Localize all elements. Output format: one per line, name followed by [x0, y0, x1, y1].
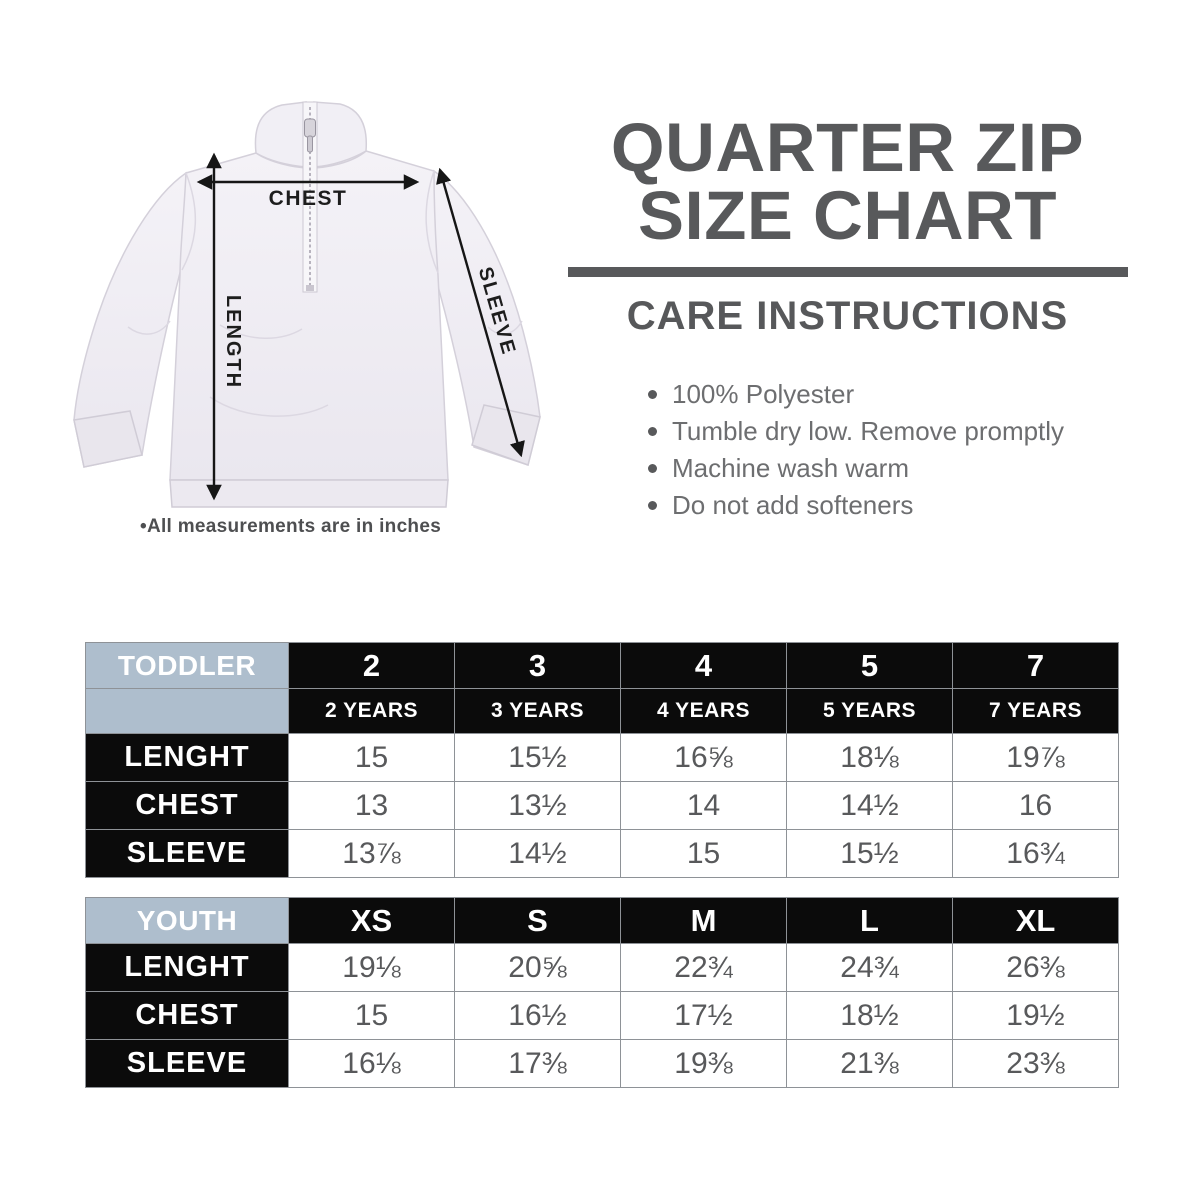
care-heading: CARE INSTRUCTIONS	[626, 294, 1069, 338]
value-cell: 22¾	[621, 944, 787, 992]
size-header-cell: XL	[953, 898, 1119, 944]
size-subheader-cell: 3 YEARS	[455, 689, 621, 734]
value-cell: 13⅞	[289, 830, 455, 878]
value-cell: 16½	[455, 992, 621, 1040]
measurement-note: •All measurements are in inches	[140, 516, 442, 537]
collar-left	[255, 102, 306, 167]
group-label-cell: TODDLER	[86, 643, 289, 689]
value-cell: 18⅛	[787, 734, 953, 782]
value-cell: 19⅞	[953, 734, 1119, 782]
size-header-cell: M	[621, 898, 787, 944]
care-item: Tumble dry low. Remove promptly	[646, 413, 1064, 450]
care-item: Machine wash warm	[646, 450, 1064, 487]
youth-size-table	[85, 897, 1119, 1088]
value-cell: 18½	[787, 992, 953, 1040]
value-cell: 23⅜	[953, 1040, 1119, 1088]
value-cell: 19½	[953, 992, 1119, 1040]
size-header-cell: 2	[289, 643, 455, 689]
youth-table	[85, 897, 1119, 1088]
value-cell: 19⅛	[289, 944, 455, 992]
size-header-cell: S	[455, 898, 621, 944]
garment-figure	[70, 75, 550, 523]
value-cell: 26⅜	[953, 944, 1119, 992]
title-line-1: QUARTER ZIP	[610, 109, 1085, 186]
size-subheader-cell: 5 YEARS	[787, 689, 953, 734]
row-label-cell: CHEST	[86, 992, 289, 1040]
size-header-cell: L	[787, 898, 953, 944]
value-cell: 16⅛	[289, 1040, 455, 1088]
value-cell: 14½	[455, 830, 621, 878]
value-cell: 16⅝	[621, 734, 787, 782]
sleeve-label: SLEEVE	[473, 264, 520, 359]
quarter-zip-illustration	[70, 75, 550, 523]
size-header-cell: XS	[289, 898, 455, 944]
toddler-size-table	[85, 642, 1119, 878]
value-cell: 15	[621, 830, 787, 878]
left-cuff	[74, 411, 142, 467]
value-cell: 15½	[787, 830, 953, 878]
care-item: 100% Polyester	[646, 376, 1064, 413]
size-subheader-cell: 4 YEARS	[621, 689, 787, 734]
row-label-cell: CHEST	[86, 782, 289, 830]
hem-band	[170, 480, 448, 507]
size-subheader-cell: 7 YEARS	[953, 689, 1119, 734]
value-cell: 13½	[455, 782, 621, 830]
value-cell: 16	[953, 782, 1119, 830]
title-line-2: SIZE CHART	[638, 177, 1057, 254]
value-cell: 13	[289, 782, 455, 830]
care-list	[646, 376, 1064, 524]
value-cell: 15	[289, 992, 455, 1040]
length-label: LENGTH	[222, 294, 244, 390]
value-cell: 15	[289, 734, 455, 782]
value-cell: 20⅝	[455, 944, 621, 992]
value-cell: 21⅜	[787, 1040, 953, 1088]
row-label-cell: LENGHT	[86, 734, 289, 782]
title-divider	[568, 267, 1128, 277]
value-cell: 15½	[455, 734, 621, 782]
value-cell: 14½	[787, 782, 953, 830]
value-cell: 17½	[621, 992, 787, 1040]
row-label-cell: LENGHT	[86, 944, 289, 992]
size-subheader-cell: 2 YEARS	[289, 689, 455, 734]
size-header-cell: 7	[953, 643, 1119, 689]
value-cell: 16¾	[953, 830, 1119, 878]
value-cell: 14	[621, 782, 787, 830]
size-header-cell: 3	[455, 643, 621, 689]
value-cell: 19⅜	[621, 1040, 787, 1088]
corner-empty-cell	[86, 689, 289, 734]
page-title	[555, 109, 1140, 254]
size-header-cell: 4	[621, 643, 787, 689]
row-label-cell: SLEEVE	[86, 1040, 289, 1088]
value-cell: 17⅜	[455, 1040, 621, 1088]
group-label-cell: YOUTH	[86, 898, 289, 944]
chest-label: CHEST	[268, 187, 348, 210]
size-header-cell: 5	[787, 643, 953, 689]
row-label-cell: SLEEVE	[86, 830, 289, 878]
care-item: Do not add softeners	[646, 487, 1064, 524]
value-cell: 24¾	[787, 944, 953, 992]
toddler-table	[85, 642, 1119, 878]
